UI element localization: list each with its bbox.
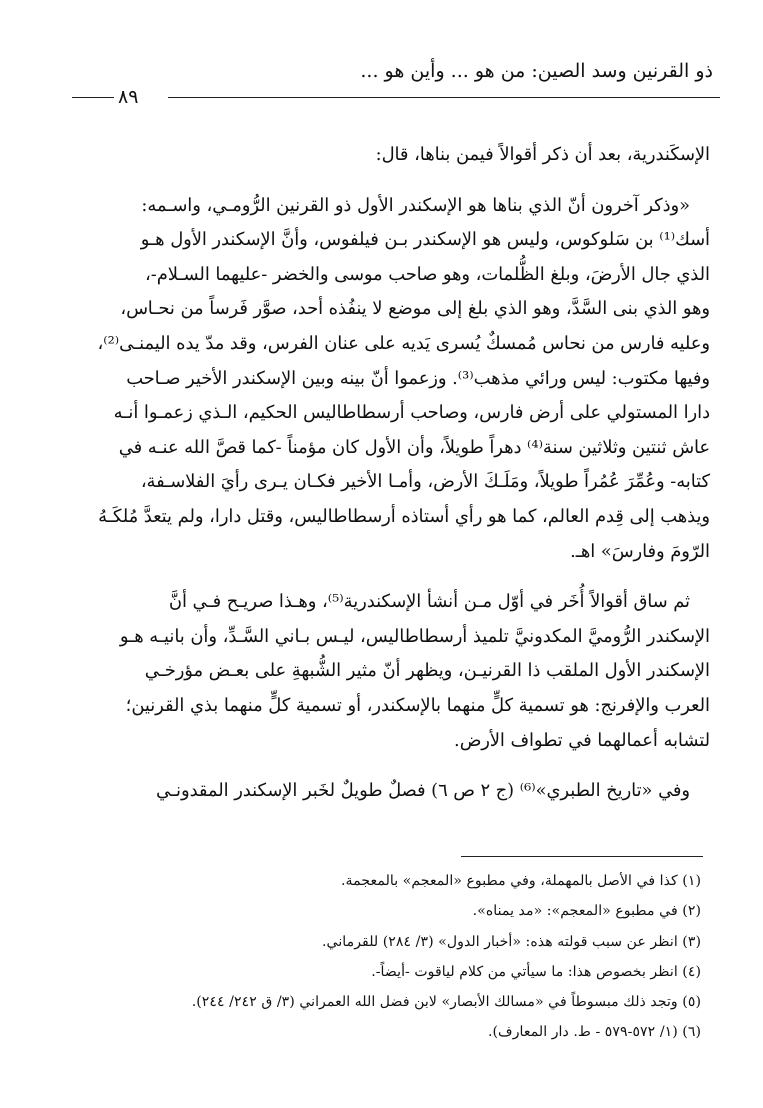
body-line: أسك⁽¹⁾ بن سَلوكوس، وليس هو الإسكندر بـن فيلفوس، وأنَّ الإسكندر الأول هـو [140,229,710,251]
body-line: الإسكندر الأول الملقب ذا القرنيـن، ويظهر أنّ مثير الشُّبهةِ على بعـض مؤرخـي [144,660,710,682]
footnote-3: (٣) انظر عن سبب قولته هذه: «أخبار الدول» (٣/ ٢٨٤) للقرماني. [322,933,701,950]
body-text [60,138,710,809]
body-line: الرّومَ وفارسَ» اهـ. [570,540,710,562]
body-line: دارا المستولي على أرض فارس، وصاحب أرسطاطاليس الحكيم، الـذي زعمـوا أنـه [113,402,710,424]
body-line: وفيها مكتوب: ليس ورائي مذهب⁽³⁾. وزعموا أنّ بينه وبين الإسكندر الأخير صـاحب [126,367,710,389]
footnote-1: (١) كذا في الأصل بالمهملة، وفي مطبوع «المعجم» بالمعجمة. [341,873,701,889]
footnote-2: (٢) في مطبوع «المعجم»: «مد يمناه». [472,903,701,920]
footnote-4: (٤) انظر بخصوص هذا: ما سيأتي من كلام لياقوت -أيضاً-. [371,963,701,980]
running-title: ذو القرنين وسد الصين: من هو ... وأين هو ... [360,60,713,82]
body-line: العرب والإفرنج: هو تسمية كلٍّ منهما بالإسكندر، أو تسمية كلٍّ منهما بذي القرنين؛ [125,694,710,716]
body-line: وهو الذي بنى السَّدَّ، وهو الذي بلغ إلى موضع لا ينفُذه أحد، صوَّر فَرساً من نحـاس، [120,298,710,320]
body-line: الإسكَندرية، بعد أن ذكر أقوالاً فيمن بناها، قال: [375,144,710,165]
body-line: وعليه فارس من نحاس مُمسكٌ يُسرى يَديه على عنان الفرس، وقد مدّ يده اليمنـى⁽²⁾، [97,332,710,354]
body-line: كتابه- وعُمِّرَ عُمُراً طويلاً، ومَلَـكَ الأرض، وأمـا الأخير فكـان يـرى رأيَ الفلاسـفة، [140,471,710,493]
footnotes [61,866,701,1048]
footnote-5: (٥) وتجد ذلك مبسوطاً في «مسالك الأبصار» لابن فضل الله العمراني (٣/ ق ٢٤٢/ ٢٤٤). [191,994,701,1011]
body-line: الذي جال الأرضَ، وبلغ الظُّلمات، وهو صاحب موسى والخضر -عليهما السـلام-، [144,263,710,285]
header-rule-left [72,97,114,98]
page-number: ٨٩ [118,86,139,108]
body-line: عاش ثنتين وثلاثين سنة⁽⁴⁾ دهراً طويلاً، وأن الأول كان مؤمناً -كما قصَّ الله عنـه في [118,436,710,458]
body-line: الإسكندر الرُّوميَّ المكدونيَّ تلميذ أرسطاطاليس، ليـس بـاني السَّـدِّ، وأن بانيـه هـو [119,625,710,647]
body-line: لتشابه أعمالهما في تطواف الأرض. [454,729,710,751]
body-line: وفي «تاريخ الطبري»⁽⁶⁾ (ج ٢ ص ٦) فصلٌ طويلٌ لخَبر الإسكندر المقدونـي [156,780,690,802]
body-line: «وذكر آخرون أنّ الذي بناها هو الإسكندر الأول ذو القرنين الرُّومـي، واسـمه: [141,194,690,216]
body-line: ويذهب إلى قِدم العالم، كما هو رأي أستاذه أرسطاطاليس، وقتل دارا، ولم يتعدَّ مُلكَـهُ [98,505,710,527]
header-rule-right [168,97,720,98]
body-line: ثم ساق أقوالاً أُخَر في أوّل مـن أنشأ الإسكندرية⁽⁵⁾، وهـذا صريـح فـي أنَّ [168,591,690,613]
footnote-separator [461,856,703,857]
footnote-6: (٦) (١/ ٥٧٢-٥٧٩ - ط. دار المعارف). [487,1024,701,1041]
